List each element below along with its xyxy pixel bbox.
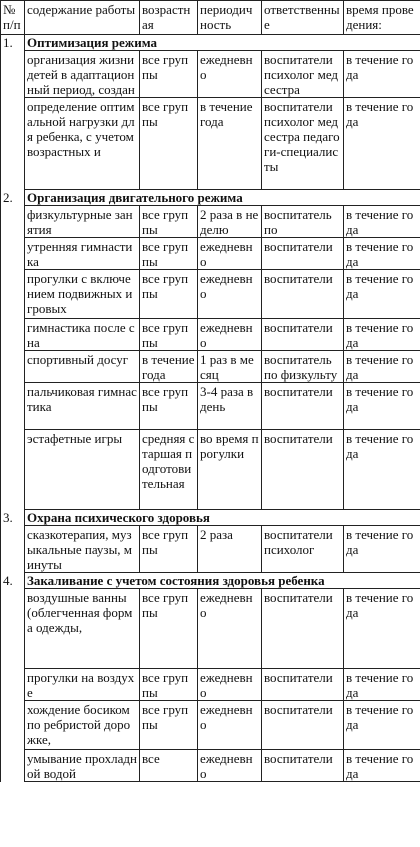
period-text: ежедневно bbox=[200, 590, 253, 620]
time-text: в течение года bbox=[346, 751, 414, 781]
age-text: все группы bbox=[142, 320, 189, 350]
age-text: все группы bbox=[142, 527, 189, 557]
responsible-text: воспитатели bbox=[264, 271, 333, 286]
content-cell bbox=[25, 526, 140, 573]
time-text: в течение года bbox=[346, 99, 414, 129]
responsible-cell bbox=[262, 526, 344, 573]
period-cell bbox=[198, 238, 262, 270]
header-age-cell bbox=[140, 1, 198, 35]
number-cell bbox=[1, 351, 25, 383]
responsible-text: воспитатели bbox=[264, 431, 333, 446]
number-cell bbox=[1, 750, 25, 782]
table-row bbox=[1, 669, 420, 701]
responsible-cell bbox=[262, 430, 344, 510]
section-number: 3. bbox=[1, 510, 25, 526]
table-row bbox=[1, 51, 420, 98]
section-header-row bbox=[1, 190, 420, 206]
age-cell bbox=[140, 383, 198, 430]
responsible-cell bbox=[262, 589, 344, 669]
time-text: в течение года bbox=[346, 527, 414, 557]
time-cell bbox=[344, 238, 420, 270]
header-age: возрастная bbox=[142, 2, 191, 32]
period-cell bbox=[198, 51, 262, 98]
number-cell bbox=[1, 51, 25, 98]
number-cell bbox=[1, 206, 25, 238]
period-text: 1 раз в месяц bbox=[200, 352, 254, 382]
period-cell bbox=[198, 750, 262, 782]
section-header-row bbox=[1, 35, 420, 51]
age-cell bbox=[140, 319, 198, 351]
content-cell bbox=[25, 351, 140, 383]
time-cell bbox=[344, 430, 420, 510]
time-cell bbox=[344, 98, 420, 190]
responsible-text: воспитатели bbox=[264, 670, 333, 685]
number-cell bbox=[1, 430, 25, 510]
header-resp-cell bbox=[262, 1, 344, 35]
age-cell bbox=[140, 750, 198, 782]
responsible-cell bbox=[262, 98, 344, 190]
content-text: гимнастика после сна bbox=[27, 320, 135, 350]
time-text: в течение года bbox=[346, 207, 414, 237]
time-cell bbox=[344, 51, 420, 98]
responsible-text: воспитатели bbox=[264, 751, 333, 766]
content-text: хождение босиком по ребристой дорожке, bbox=[27, 702, 131, 747]
section-number: 4. bbox=[1, 573, 25, 589]
responsible-text: воспитатели bbox=[264, 384, 333, 399]
header-time-cell bbox=[344, 1, 420, 35]
table-row bbox=[1, 383, 420, 430]
age-cell bbox=[140, 589, 198, 669]
time-text: в течение года bbox=[346, 702, 414, 732]
responsible-cell bbox=[262, 701, 344, 750]
content-cell bbox=[25, 669, 140, 701]
time-text: в течение года bbox=[346, 670, 414, 700]
content-text: эстафетные игры bbox=[27, 431, 123, 446]
time-cell bbox=[344, 319, 420, 351]
time-text: в течение года bbox=[346, 271, 414, 301]
table-row bbox=[1, 430, 420, 510]
period-cell bbox=[198, 98, 262, 190]
time-text: в течение года bbox=[346, 239, 414, 269]
time-text: в течение года bbox=[346, 384, 414, 414]
period-text: ежедневно bbox=[200, 751, 253, 781]
age-text: в течение года bbox=[142, 352, 195, 382]
content-text: воздушные ванны (облегченная форма одежды, bbox=[27, 590, 133, 635]
time-cell bbox=[344, 701, 420, 750]
age-text: все группы bbox=[142, 384, 189, 414]
section-header-row bbox=[1, 573, 420, 589]
header-content-cell bbox=[25, 1, 140, 35]
content-cell bbox=[25, 383, 140, 430]
period-text: ежедневно bbox=[200, 271, 253, 301]
content-text: умывание прохладной водой bbox=[27, 751, 137, 781]
age-cell bbox=[140, 701, 198, 750]
period-text: ежедневно bbox=[200, 670, 253, 700]
age-text: все группы bbox=[142, 99, 189, 129]
content-text: физкультурные занятия bbox=[27, 207, 133, 237]
time-cell bbox=[344, 206, 420, 238]
period-text: ежедневно bbox=[200, 320, 253, 350]
age-cell bbox=[140, 238, 198, 270]
period-text: ежедневно bbox=[200, 239, 253, 269]
period-cell bbox=[198, 206, 262, 238]
time-cell bbox=[344, 669, 420, 701]
responsible-cell bbox=[262, 238, 344, 270]
table-row bbox=[1, 270, 420, 319]
content-text: определение оптимальной нагрузки для ребенка, с учетом возрастных и bbox=[27, 99, 135, 159]
table-row bbox=[1, 701, 420, 750]
content-cell bbox=[25, 589, 140, 669]
responsible-text: воспитатели психолог медсестра педагоги-специалисты bbox=[264, 99, 340, 174]
period-cell bbox=[198, 351, 262, 383]
section-title: Организация двигательного режима bbox=[25, 190, 420, 206]
period-text: во время прогулки bbox=[200, 431, 259, 461]
number-cell bbox=[1, 589, 25, 669]
responsible-cell bbox=[262, 669, 344, 701]
age-cell bbox=[140, 430, 198, 510]
responsible-cell bbox=[262, 383, 344, 430]
header-num: № п/п bbox=[3, 2, 21, 32]
header-responsible: ответственные bbox=[264, 2, 340, 32]
time-text: в течение года bbox=[346, 52, 414, 82]
period-cell bbox=[198, 669, 262, 701]
period-cell bbox=[198, 383, 262, 430]
content-text: сказкотерапия, музыкальные паузы, минуты bbox=[27, 527, 133, 572]
table-row bbox=[1, 750, 420, 782]
time-cell bbox=[344, 383, 420, 430]
section-header-row bbox=[1, 510, 420, 526]
header-num-cell bbox=[1, 1, 25, 35]
period-text: ежедневно bbox=[200, 52, 253, 82]
content-text: утренняя гимнастика bbox=[27, 239, 133, 269]
time-cell bbox=[344, 526, 420, 573]
period-cell bbox=[198, 430, 262, 510]
table-row bbox=[1, 526, 420, 573]
section-number: 1. bbox=[1, 35, 25, 51]
table-row bbox=[1, 98, 420, 190]
age-text: все группы bbox=[142, 590, 189, 620]
responsible-cell bbox=[262, 206, 344, 238]
age-text: все группы bbox=[142, 207, 189, 237]
content-text: организация жизни детей в адаптационный период, создан bbox=[27, 52, 135, 97]
age-cell bbox=[140, 206, 198, 238]
age-text: все группы bbox=[142, 702, 189, 732]
responsible-cell bbox=[262, 351, 344, 383]
responsible-cell bbox=[262, 319, 344, 351]
responsible-text: воспитатель по bbox=[264, 207, 332, 237]
header-period: периодичность bbox=[200, 2, 253, 32]
content-cell bbox=[25, 206, 140, 238]
age-text: все группы bbox=[142, 670, 189, 700]
responsible-cell bbox=[262, 750, 344, 782]
age-text: все bbox=[142, 751, 160, 766]
content-cell bbox=[25, 430, 140, 510]
period-cell bbox=[198, 589, 262, 669]
responsible-text: воспитатели bbox=[264, 590, 333, 605]
period-text: 2 раза в неделю bbox=[200, 207, 259, 237]
content-cell bbox=[25, 238, 140, 270]
section-number: 2. bbox=[1, 190, 25, 206]
responsible-text: воспитатель по физкульту bbox=[264, 352, 338, 382]
responsible-cell bbox=[262, 51, 344, 98]
content-cell bbox=[25, 750, 140, 782]
age-cell bbox=[140, 669, 198, 701]
responsible-text: воспитатели психолог bbox=[264, 527, 333, 557]
number-cell bbox=[1, 238, 25, 270]
age-text: все группы bbox=[142, 271, 189, 301]
time-cell bbox=[344, 589, 420, 669]
content-text: прогулки на воздухе bbox=[27, 670, 135, 700]
period-cell bbox=[198, 701, 262, 750]
number-cell bbox=[1, 383, 25, 430]
age-cell bbox=[140, 351, 198, 383]
table-body bbox=[1, 1, 420, 782]
section-title: Оптимизация режима bbox=[25, 35, 420, 51]
period-text: 2 раза bbox=[200, 527, 233, 542]
period-text: 3-4 раза в день bbox=[200, 384, 254, 414]
time-cell bbox=[344, 351, 420, 383]
responsible-text: воспитатели bbox=[264, 320, 333, 335]
table-row bbox=[1, 319, 420, 351]
age-cell bbox=[140, 51, 198, 98]
time-cell bbox=[344, 270, 420, 319]
age-text: все группы bbox=[142, 52, 189, 82]
age-text: все группы bbox=[142, 239, 189, 269]
responsible-text: воспитатели bbox=[264, 702, 333, 717]
number-cell bbox=[1, 701, 25, 750]
responsible-cell bbox=[262, 270, 344, 319]
age-text: средняя старшая подготовительная bbox=[142, 431, 195, 491]
content-cell bbox=[25, 701, 140, 750]
age-cell bbox=[140, 270, 198, 319]
table-row bbox=[1, 589, 420, 669]
content-cell bbox=[25, 51, 140, 98]
content-text: пальчиковая гимнастика bbox=[27, 384, 137, 414]
period-cell bbox=[198, 319, 262, 351]
content-cell bbox=[25, 270, 140, 319]
time-text: в течение года bbox=[346, 320, 414, 350]
period-cell bbox=[198, 270, 262, 319]
period-cell bbox=[198, 526, 262, 573]
time-text: в течение года bbox=[346, 431, 414, 461]
age-cell bbox=[140, 526, 198, 573]
section-title: Охрана психического здоровья bbox=[25, 510, 420, 526]
responsible-text: воспитатели психолог медсестра bbox=[264, 52, 339, 97]
time-text: в течение года bbox=[346, 590, 414, 620]
time-cell bbox=[344, 750, 420, 782]
content-cell bbox=[25, 319, 140, 351]
table-row bbox=[1, 206, 420, 238]
table-header-row bbox=[1, 1, 420, 35]
table-row bbox=[1, 238, 420, 270]
content-text: спортивный досуг bbox=[27, 352, 129, 367]
header-time: время проведения: bbox=[346, 2, 414, 32]
period-text: в течение года bbox=[200, 99, 253, 129]
number-cell bbox=[1, 526, 25, 573]
number-cell bbox=[1, 98, 25, 190]
content-text: прогулки с включением подвижных игровых bbox=[27, 271, 133, 316]
responsible-text: воспитатели bbox=[264, 239, 333, 254]
age-cell bbox=[140, 98, 198, 190]
number-cell bbox=[1, 319, 25, 351]
content-cell bbox=[25, 98, 140, 190]
number-cell bbox=[1, 270, 25, 319]
header-period-cell bbox=[198, 1, 262, 35]
number-cell bbox=[1, 669, 25, 701]
header-content: содержание работы bbox=[27, 2, 136, 17]
time-text: в течение года bbox=[346, 352, 414, 382]
table-row bbox=[1, 351, 420, 383]
period-text: ежедневно bbox=[200, 702, 253, 732]
section-title: Закаливание с учетом состояния здоровья ребенка bbox=[25, 573, 420, 589]
